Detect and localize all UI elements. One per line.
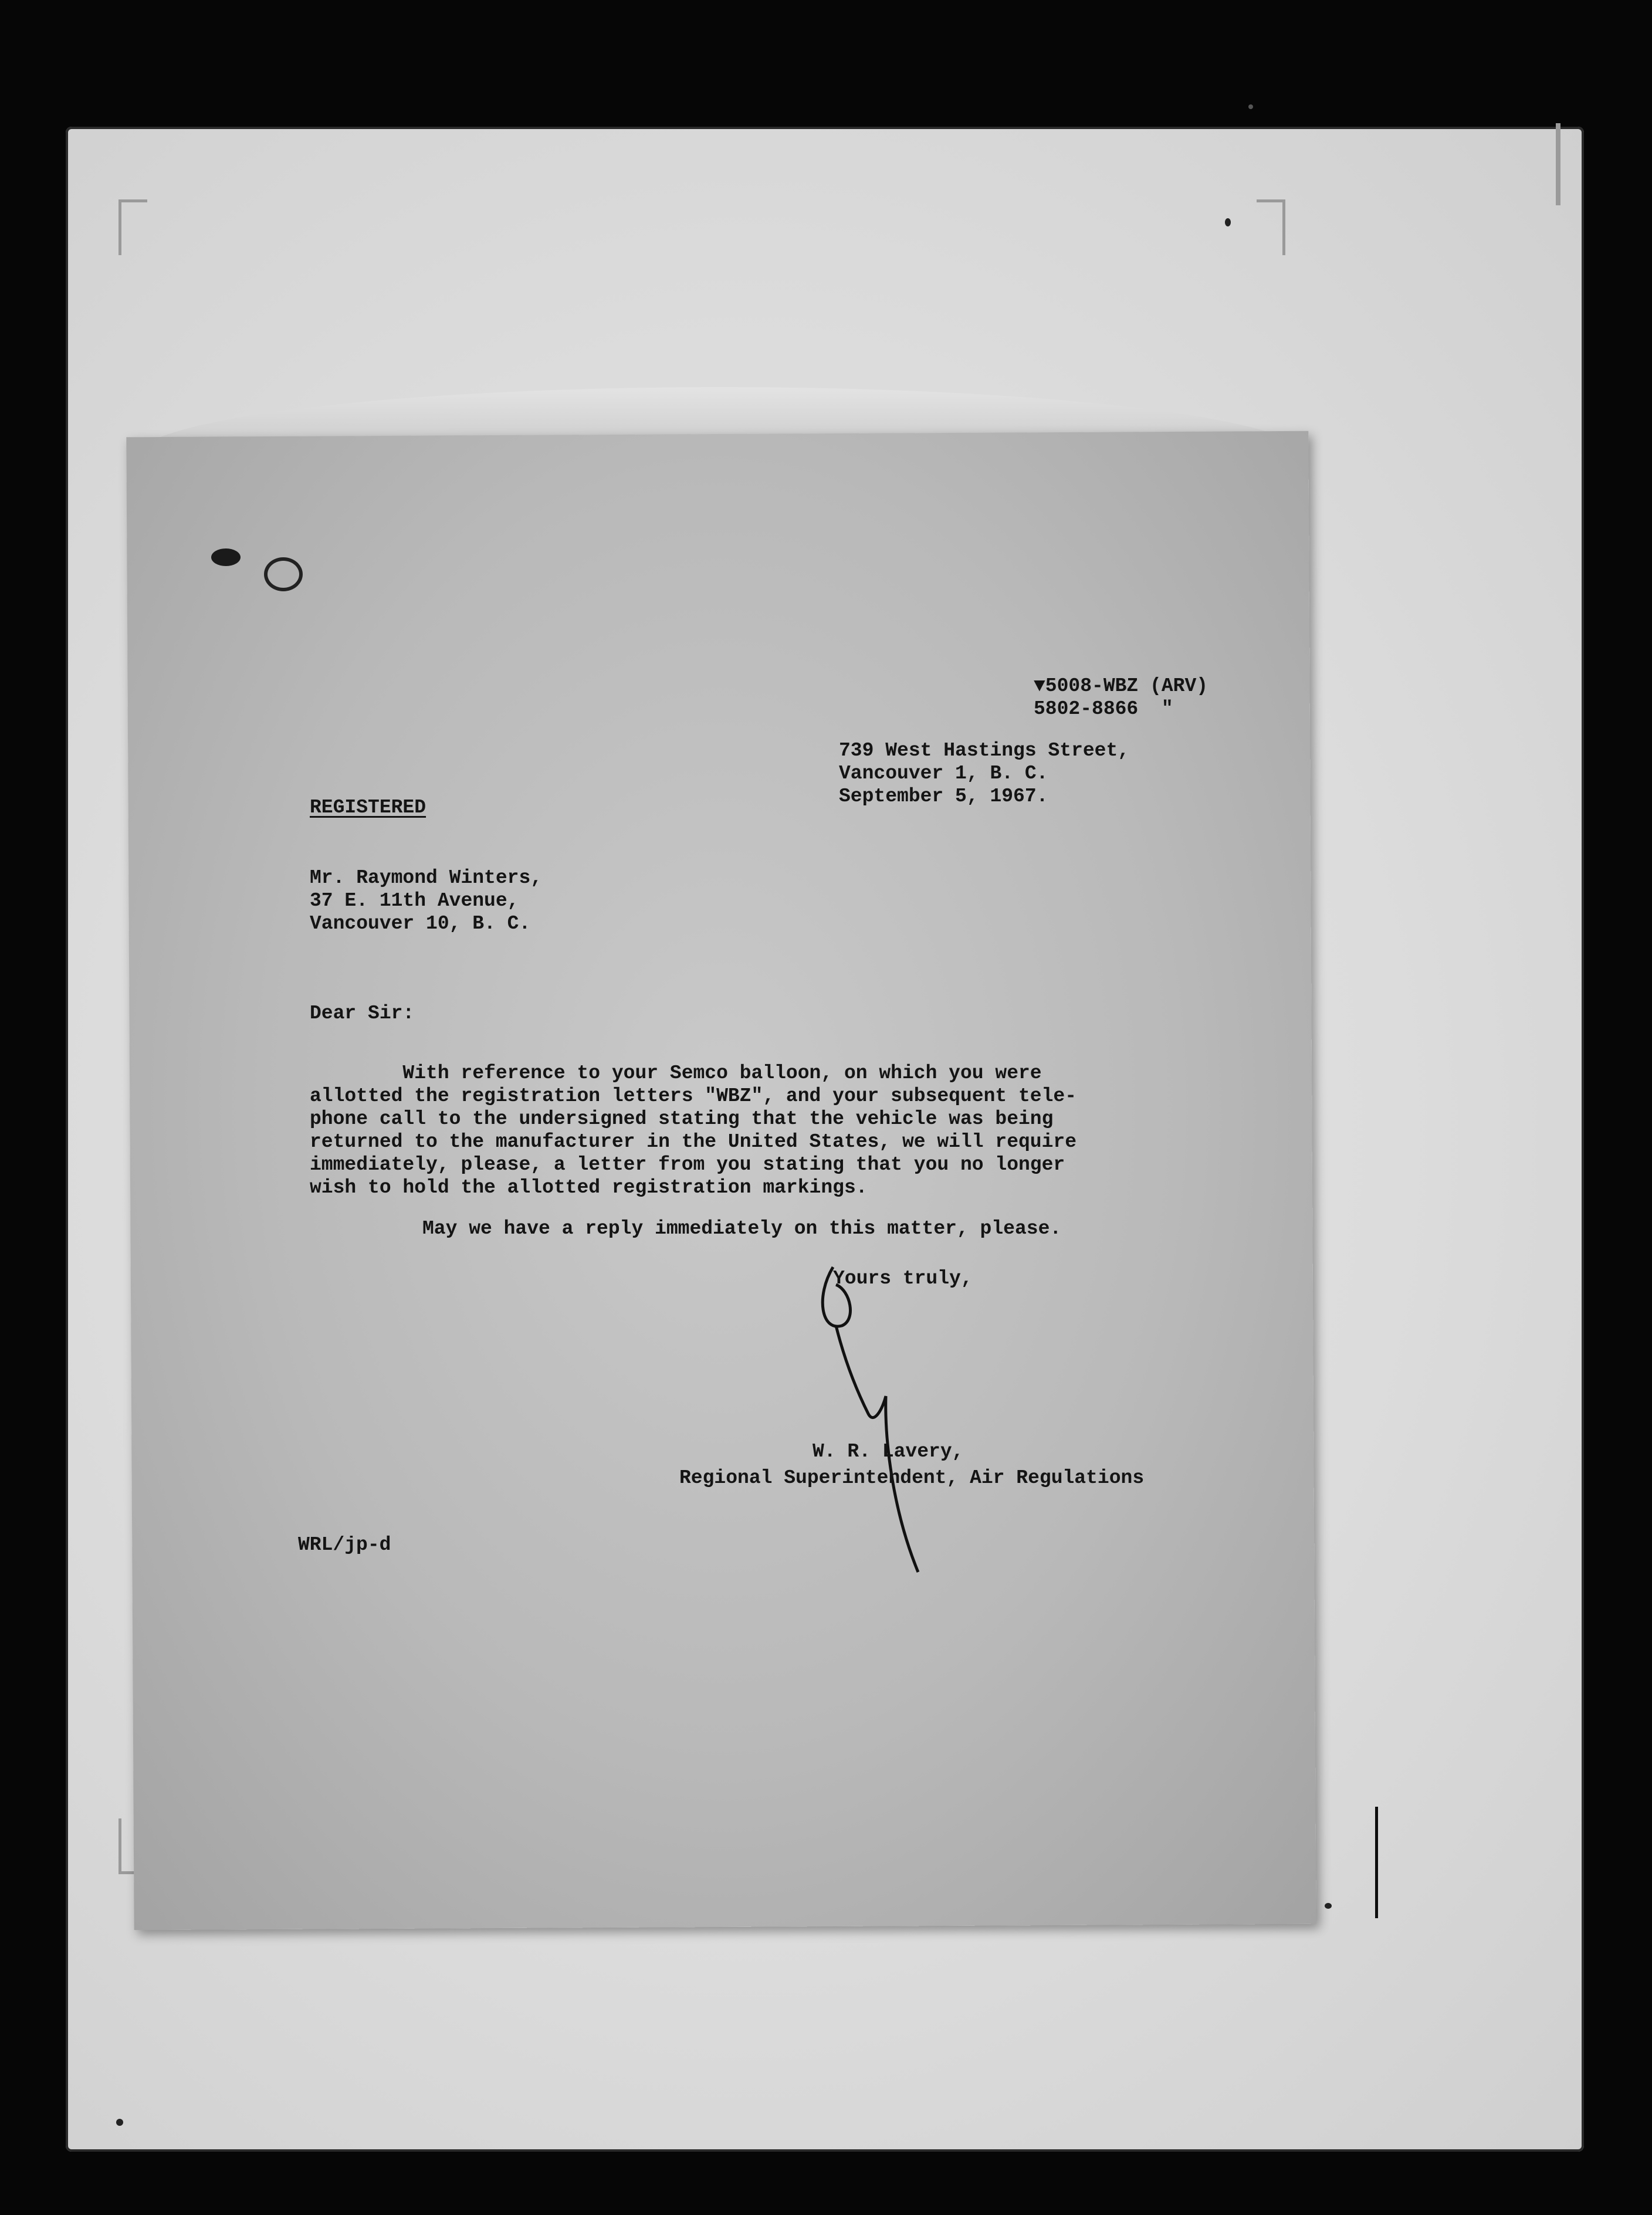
dust-speck [1248, 104, 1253, 109]
crop-mark-top-right [1257, 199, 1285, 255]
crop-mark-top-left [119, 199, 147, 255]
recipient-address: Mr. Raymond Winters, 37 E. 11th Avenue, Vancouver 10, B. C. [310, 867, 543, 934]
punch-hole [264, 557, 303, 591]
dust-speck [1325, 1903, 1332, 1909]
ink-blot [211, 548, 241, 566]
salutation: Dear Sir: [310, 1002, 415, 1024]
dust-speck [1225, 218, 1231, 226]
registered-label: REGISTERED [310, 797, 426, 818]
letter-body-paragraph: With reference to your Semco balloon, on which you were allotted the registration letters "WBZ", and your subsequent tele- phone call to the undersigned stating that the vehicle was being returned to the manufacturer in the United States, we will require immediately, please, a letter from you stating that you no longer wish to hold the allotted registration markings. [310, 1062, 1077, 1198]
signer-title: Regional Superintendent, Air Regulations [679, 1467, 1145, 1489]
signer-name: W. R. Lavery, [813, 1441, 964, 1462]
dust-speck [116, 2119, 123, 2126]
file-reference-numbers: ▼5008-WBZ (ARV) 5802-8866 " [1034, 675, 1208, 720]
reply-request-line: May we have a reply immediately on this matter, please. [422, 1218, 1062, 1239]
sender-address-and-date: 739 West Hastings Street, Vancouver 1, B. C. September 5, 1967. [839, 740, 1130, 807]
mount-edge-mark [1556, 123, 1560, 205]
film-scratch [1375, 1807, 1378, 1918]
complimentary-closing: Yours truly, [833, 1268, 973, 1289]
handwritten-signature [810, 1261, 950, 1578]
typist-initials: WRL/jp-d [298, 1534, 391, 1556]
